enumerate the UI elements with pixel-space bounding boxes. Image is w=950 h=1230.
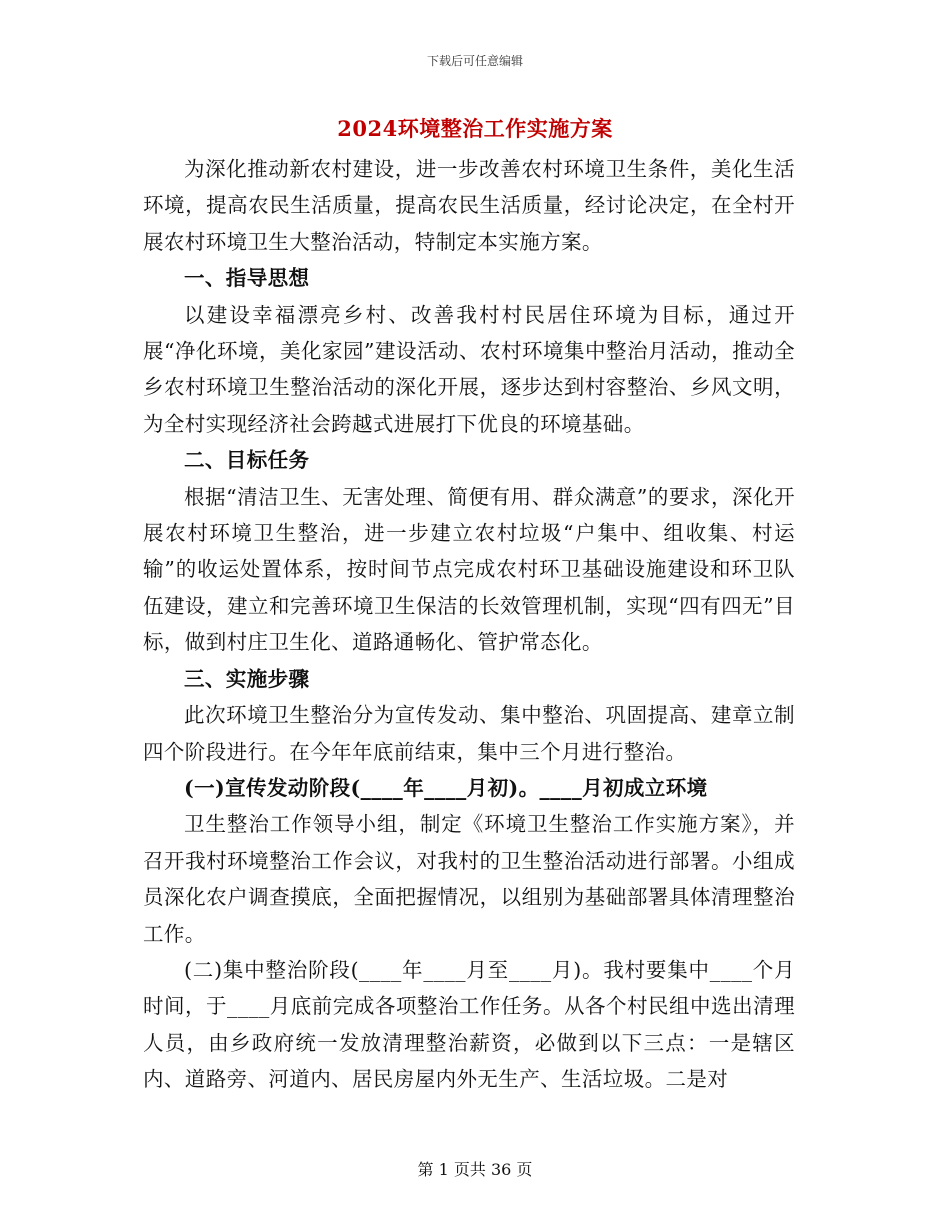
intro-paragraph: 为深化推动新农村建设，进一步改善农村环境卫生条件，美化生活环境，提高农民生活质量，提高农民生活质量，经讨论决定，在全村开展农村环境卫生大整治活动，特制定本实施方案。 [143,157,795,254]
stage-1-heading: (一)宣传发动阶段(____年____月初)。____月初成立环境 [184,775,708,800]
stage-2-paragraph: (二)集中整治阶段(____年____月至____月)。我村要集中____个月时间，于____月底前完成各项整治工作任务。从各个村民组中选出清理人员，由乡政府统一发放清理整治薪资，必做到以下三点：一是辖区内、道路旁、河道内、居民房屋内外无生产、生活垃圾。二是对 [143,957,795,1092]
page-number-footer: 第 1 页共 36 页 [417,1160,533,1179]
stage-1-paragraph: 卫生整治工作领导小组，制定《环境卫生整治工作实施方案》，并召开我村环境整治工作会议，对我村的卫生整治活动进行部署。小组成员深化农户调查摸底，全面把握情况，以组别为基础部署具体清理整治工作。 [143,812,795,946]
section-paragraph-guiding-ideology: 以建设幸福漂亮乡村、改善我村村民居住环境为目标，通过开展“净化环境，美化家园”建设活动、农村环境集中整治月活动，推动全乡农村环境卫生整治活动的深化开展，逐步达到村容整治、乡风文明，为全村实现经济社会跨越式进展打下优良的环境基础。 [143,302,795,436]
section-heading-steps: 三、实施步骤 [184,666,310,691]
section-heading-goals: 二、目标任务 [184,448,310,473]
page-header: 下载后可任意编辑 [426,54,523,68]
section-paragraph-goals: 根据“清洁卫生、无害处理、简便有用、群众满意”的要求，深化开展农村环境卫生整治，进一步建立农村垃圾“户集中、组收集、村运输”的收运处置体系，按时间节点完成农村环卫基础设施建设和环卫队伍建设，建立和完善环境卫生保洁的长效管理机制，实现“四有四无”目标，做到村庄卫生化、道路通畅化、管护常态化。 [143,484,795,655]
document-title: 2024环境整治工作实施方案 [337,116,613,141]
document-body [143,151,795,1098]
section-heading-guiding-ideology: 一、指导思想 [184,266,310,291]
section-paragraph-steps: 此次环境卫生整治分为宣传发动、集中整治、巩固提高、建章立制四个阶段进行。在今年年底前结束，集中三个月进行整治。 [143,703,795,764]
